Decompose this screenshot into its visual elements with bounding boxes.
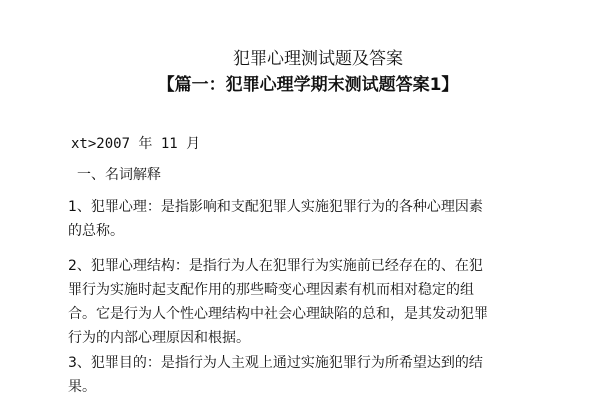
paragraph-line: 3、犯罪目的：是指行为人主观上通过实施犯罪行为所希望达到的结 <box>68 355 483 371</box>
document-title: 犯罪心理测试题及答案 <box>233 49 403 69</box>
section-heading: 一、名词解释 <box>77 167 161 183</box>
paragraph-line: 行为的内部心理原因和根据。 <box>68 330 250 346</box>
definition-paragraph-2 <box>68 254 528 350</box>
definition-paragraph-3 <box>68 351 528 399</box>
paragraph-line: 1、犯罪心理：是指影响和支配犯罪人实施犯罪行为的各种心理因素 <box>68 199 483 215</box>
definition-paragraph-1 <box>68 195 528 243</box>
document-subtitle: 【篇一：犯罪心理学期末测试题答案1】 <box>157 75 459 95</box>
date-line: xt>2007 年 11 月 <box>71 136 201 152</box>
paragraph-line: 果。 <box>68 379 96 395</box>
paragraph-line: 合。它是行为人个性心理结构中社会心理缺陷的总和，是其发动犯罪 <box>68 306 488 322</box>
paragraph-line: 罪行为实施时起支配作用的那些畸变心理因素有机而相对稳定的组 <box>68 282 474 298</box>
paragraph-line: 2、犯罪心理结构：是指行为人在犯罪行为实施前已经存在的、在犯 <box>68 258 483 274</box>
paragraph-line: 的总称。 <box>68 223 124 239</box>
